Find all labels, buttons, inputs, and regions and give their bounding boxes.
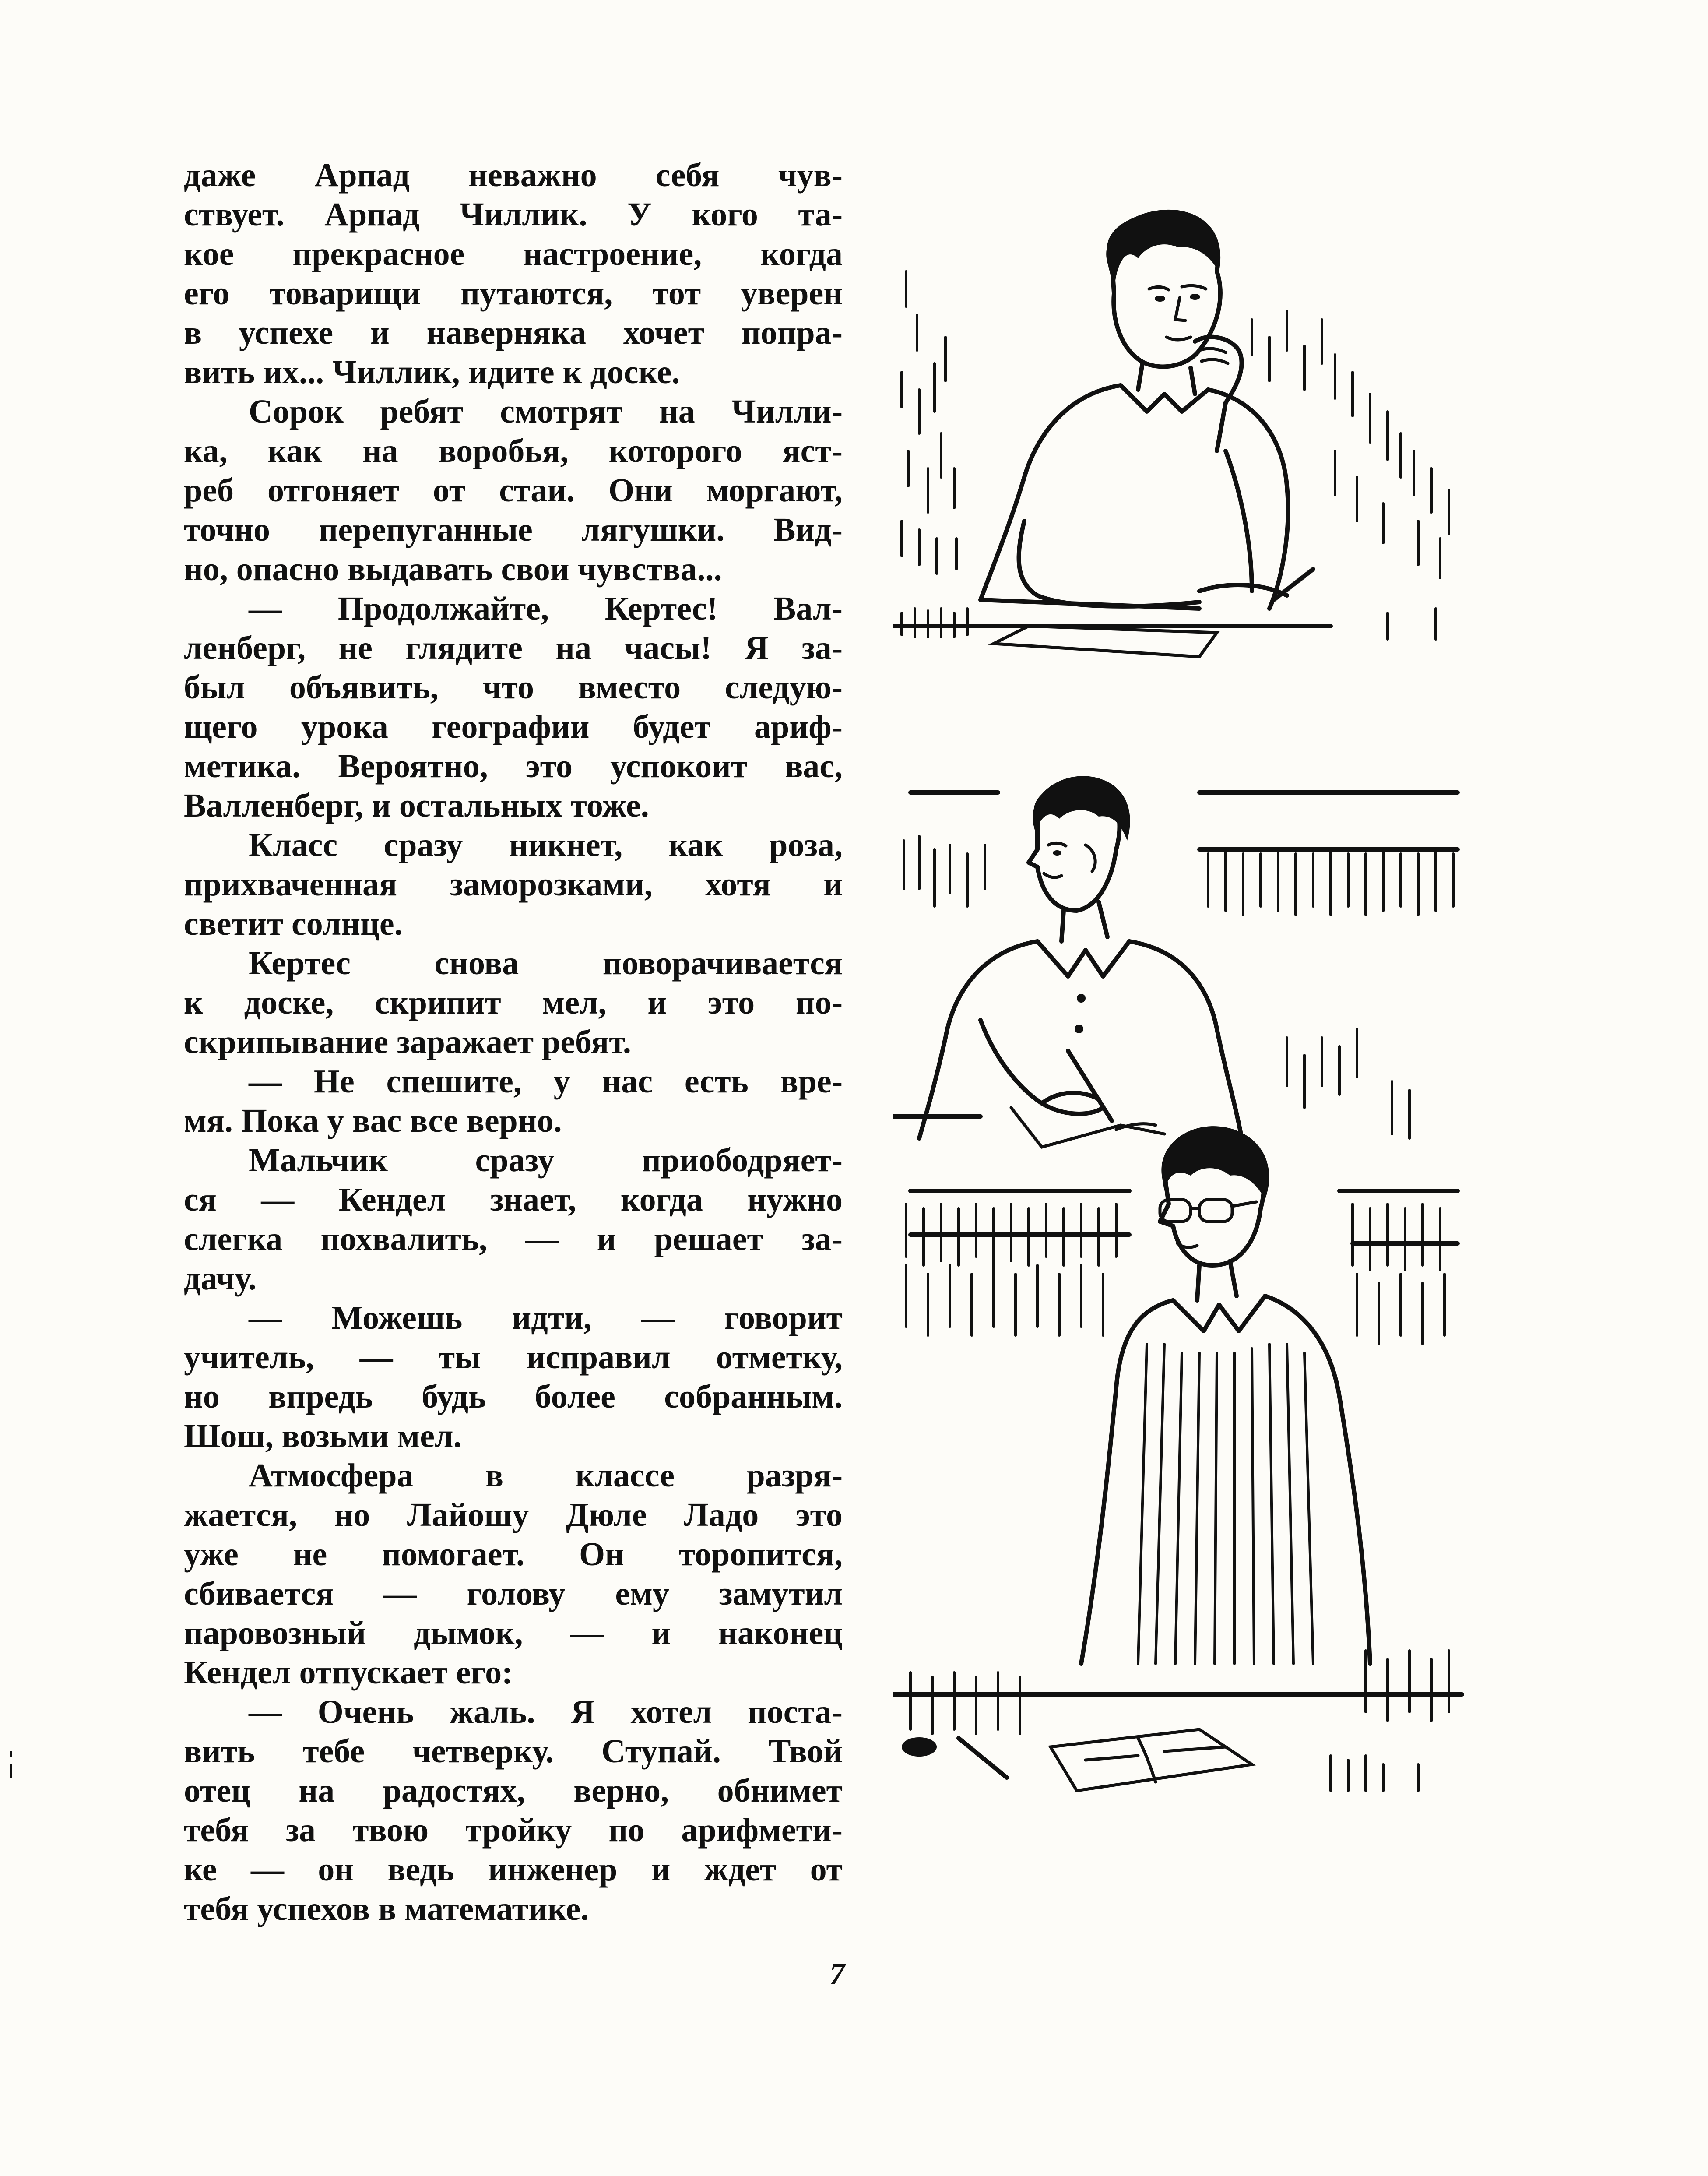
text-line: но впредь будь более собранным. — [184, 1378, 843, 1415]
text-line: светит солнце. — [184, 905, 403, 942]
text-line: к доске, скрипит мел, и это по- — [184, 984, 843, 1021]
text-line: тебя успехов в математике. — [184, 1891, 589, 1927]
text-line: но, опасно выдавать свои чувства... — [184, 551, 722, 588]
text-line: — Можешь идти, — говорит — [249, 1299, 843, 1336]
text-line: Мальчик сразу приободряет- — [249, 1142, 843, 1179]
text-line: Шош, возьми мел. — [184, 1418, 462, 1454]
classroom-illustration — [893, 206, 1475, 1913]
text-line: мя. Пока у вас все верно. — [184, 1102, 562, 1139]
desk-line — [910, 792, 1458, 849]
text-line: вить тебе четверку. Ступай. Твой — [184, 1733, 843, 1770]
text-line: Сорок ребят смотрят на Чилли- — [249, 393, 843, 430]
text-line: — Очень жаль. Я хотел поста- — [249, 1694, 843, 1730]
paragraph — [184, 944, 843, 1062]
page-number: 7 — [829, 1958, 845, 1991]
paragraph — [184, 1456, 843, 1692]
paragraph — [184, 825, 843, 944]
text-line: в успехе и наверняка хочет попра- — [184, 314, 843, 351]
text-line: Валленберг, и остальных тоже. — [184, 787, 649, 824]
text-line: даже Арпад неважно себя чув- — [184, 157, 843, 194]
text-line: вить их... Чиллик, идите к доске. — [184, 354, 680, 391]
text-line: ствует. Арпад Чиллик. У кого та- — [184, 196, 843, 233]
paragraph — [184, 392, 843, 589]
text-line: Кертес снова поворачивается — [249, 945, 843, 982]
text-line: паровозный дымок, — и наконец — [184, 1615, 843, 1651]
paragraph — [184, 1062, 843, 1141]
margin-mark — [9, 1751, 13, 1778]
text-line: ленберг, не глядите на часы! Я за- — [184, 630, 843, 666]
text-line: Класс сразу никнет, как роза, — [249, 827, 843, 863]
paragraph — [184, 1141, 843, 1298]
boy-thinking-figure — [893, 210, 1449, 657]
paragraph — [184, 589, 843, 825]
text-line: — Продолжайте, Кертес! Вал- — [249, 590, 843, 627]
pen-icon — [902, 1737, 1007, 1778]
text-line: — Не спешите, у нас есть вре- — [249, 1063, 843, 1100]
text-line: дачу. — [184, 1260, 257, 1297]
text-line: жается, но Лайошу Дюле Ладо это — [184, 1496, 843, 1533]
text-line: Кендел отпускает его: — [184, 1654, 513, 1691]
text-line: сбивается — голову ему замутил — [184, 1575, 843, 1612]
text-line: метика. Вероятно, это успокоит вас, — [184, 748, 843, 785]
text-line: ся — Кендел знает, когда нужно — [184, 1181, 843, 1218]
text-line: отец на радостях, верно, обнимет — [184, 1772, 843, 1809]
text-line: слегка похвалить, — и решает за- — [184, 1221, 843, 1257]
text-line: кое прекрасное настроение, когда — [184, 236, 843, 272]
text-line: скрипывание заражает ребят. — [184, 1024, 631, 1060]
text-line: ка, как на воробья, которого яст- — [184, 433, 843, 469]
text-line: тебя за твою тройку по арифмети- — [184, 1812, 843, 1849]
paragraph — [184, 1692, 843, 1929]
boy-with-glasses-figure — [893, 1126, 1462, 1734]
text-line: точно перепуганные лягушки. Вид- — [184, 511, 843, 548]
paragraph — [184, 1298, 843, 1456]
notebook-icon — [1051, 1729, 1252, 1791]
text-line: учитель, — ты исправил отметку, — [184, 1339, 843, 1376]
text-line: реб отгоняет от стаи. Они моргают, — [184, 472, 843, 509]
text-line: его товарищи путаются, тот уверен — [184, 275, 843, 312]
text-line: уже не помогает. Он торопится, — [184, 1536, 843, 1573]
text-line: ке — он ведь инженер и ждет от — [184, 1851, 843, 1888]
text-line: был объявить, что вместо следую- — [184, 669, 843, 706]
body-text — [184, 155, 843, 1929]
text-line: прихваченная заморозками, хотя и — [184, 866, 843, 903]
paragraph — [184, 155, 843, 392]
text-line: Атмосфера в классе разря- — [249, 1457, 843, 1494]
text-line: щего урока географии будет ариф- — [184, 708, 843, 745]
